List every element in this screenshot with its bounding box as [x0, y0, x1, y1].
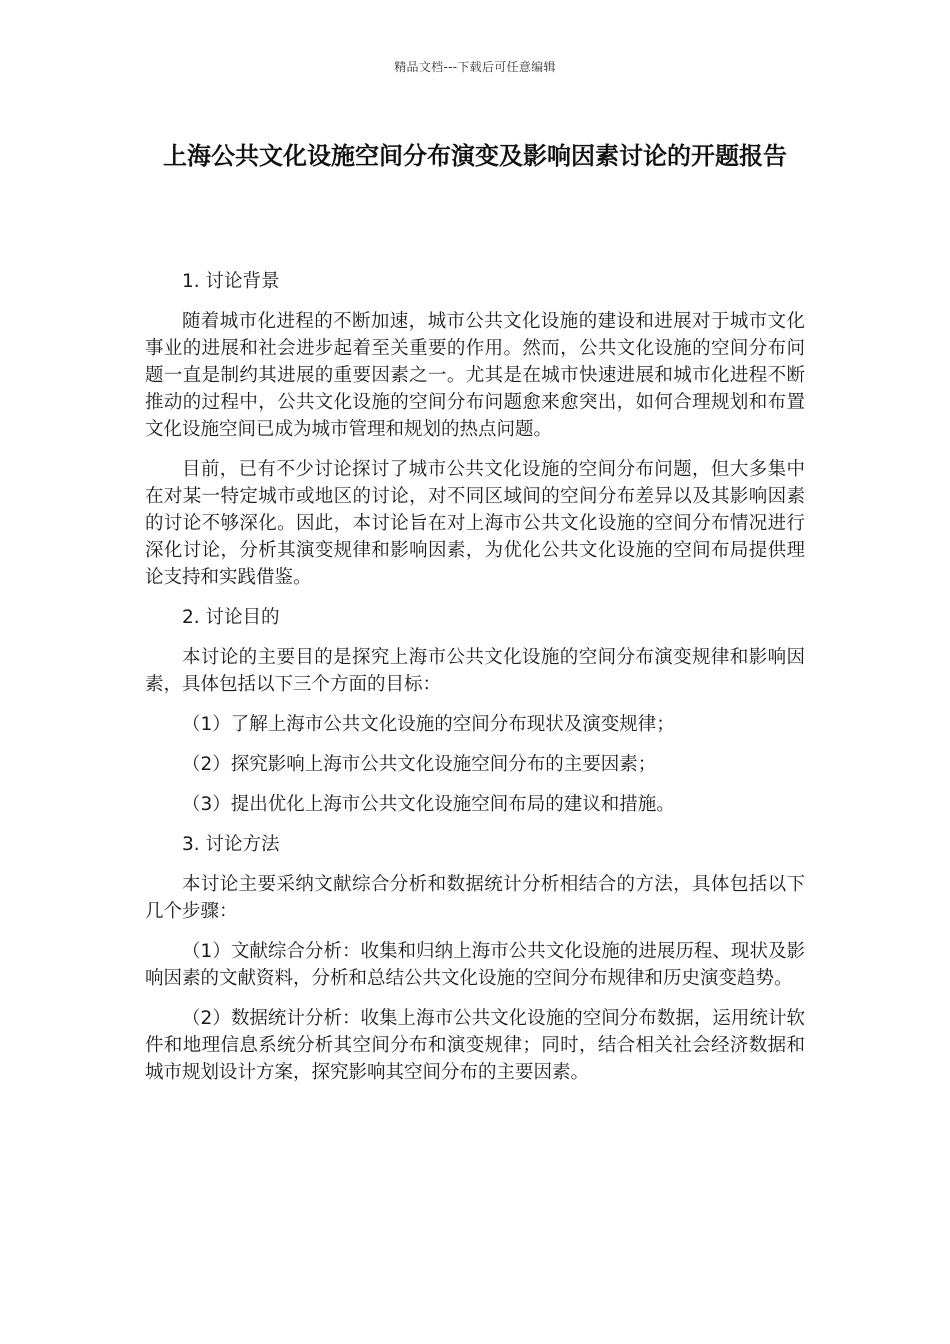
paragraph-goal-1: 本讨论的主要目的是探究上海市公共文化设施的空间分布演变规律和影响因素，具体包括以下三个方面的目标：: [145, 647, 805, 695]
header-note: 精品文档---下载后可任意编辑: [394, 60, 556, 74]
section-heading-background: 1. 讨论背景: [182, 271, 280, 292]
section-heading-goal: 2. 讨论目的: [182, 607, 280, 628]
paragraph-background-2: 目前，已有不少讨论探讨了城市公共文化设施的空间分布问题，但大多集中在对某一特定城市或地区的讨论，对不同区域间的空间分布差异以及其影响因素的讨论不够深化。因此，本讨论旨在对上海市公共文化设施的空间分布情况进行深化讨论，分析其演变规律和影响因素，为优化公共文化设施的空间布局提供理论支持和实践借鉴。: [145, 459, 805, 588]
goal-item-3: （3）提出优化上海市公共文化设施空间布局的建议和措施。: [182, 794, 675, 815]
document-body: [145, 268, 805, 1099]
section-heading-method: 3. 讨论方法: [182, 834, 280, 855]
paragraph-background-1: 随着城市化进程的不断加速，城市公共文化设施的建设和进展对于城市文化事业的进展和社会进步起着至关重要的作用。然而，公共文化设施的空间分布问题一直是制约其进展的重要因素之一。尤其是在城市快速进展和城市化进程不断推动的过程中，公共文化设施的空间分布问题愈来愈突出，如何合理规划和布置文化设施空间已成为城市管理和规划的热点问题。: [145, 311, 805, 440]
method-item-1: （1）文献综合分析：收集和归纳上海市公共文化设施的进展历程、现状及影响因素的文献资料，分析和总结公共文化设施的空间分布规律和历史演变趋势。: [145, 941, 805, 989]
document-title: 上海公共文化设施空间分布演变及影响因素讨论的开题报告: [163, 142, 787, 170]
goal-item-1: （1）了解上海市公共文化设施的空间分布现状及演变规律；: [182, 714, 675, 735]
paragraph-method-1: 本讨论主要采纳文献综合分析和数据统计分析相结合的方法，具体包括以下几个步骤：: [145, 874, 805, 922]
goal-item-2: （2）探究影响上海市公共文化设施空间分布的主要因素；: [182, 754, 657, 775]
method-item-2: （2）数据统计分析：收集上海市公共文化设施的空间分布数据，运用统计软件和地理信息系统分析其空间分布和演变规律；同时，结合相关社会经济数据和城市规划设计方案，探究影响其空间分布的主要因素。: [145, 1008, 805, 1083]
